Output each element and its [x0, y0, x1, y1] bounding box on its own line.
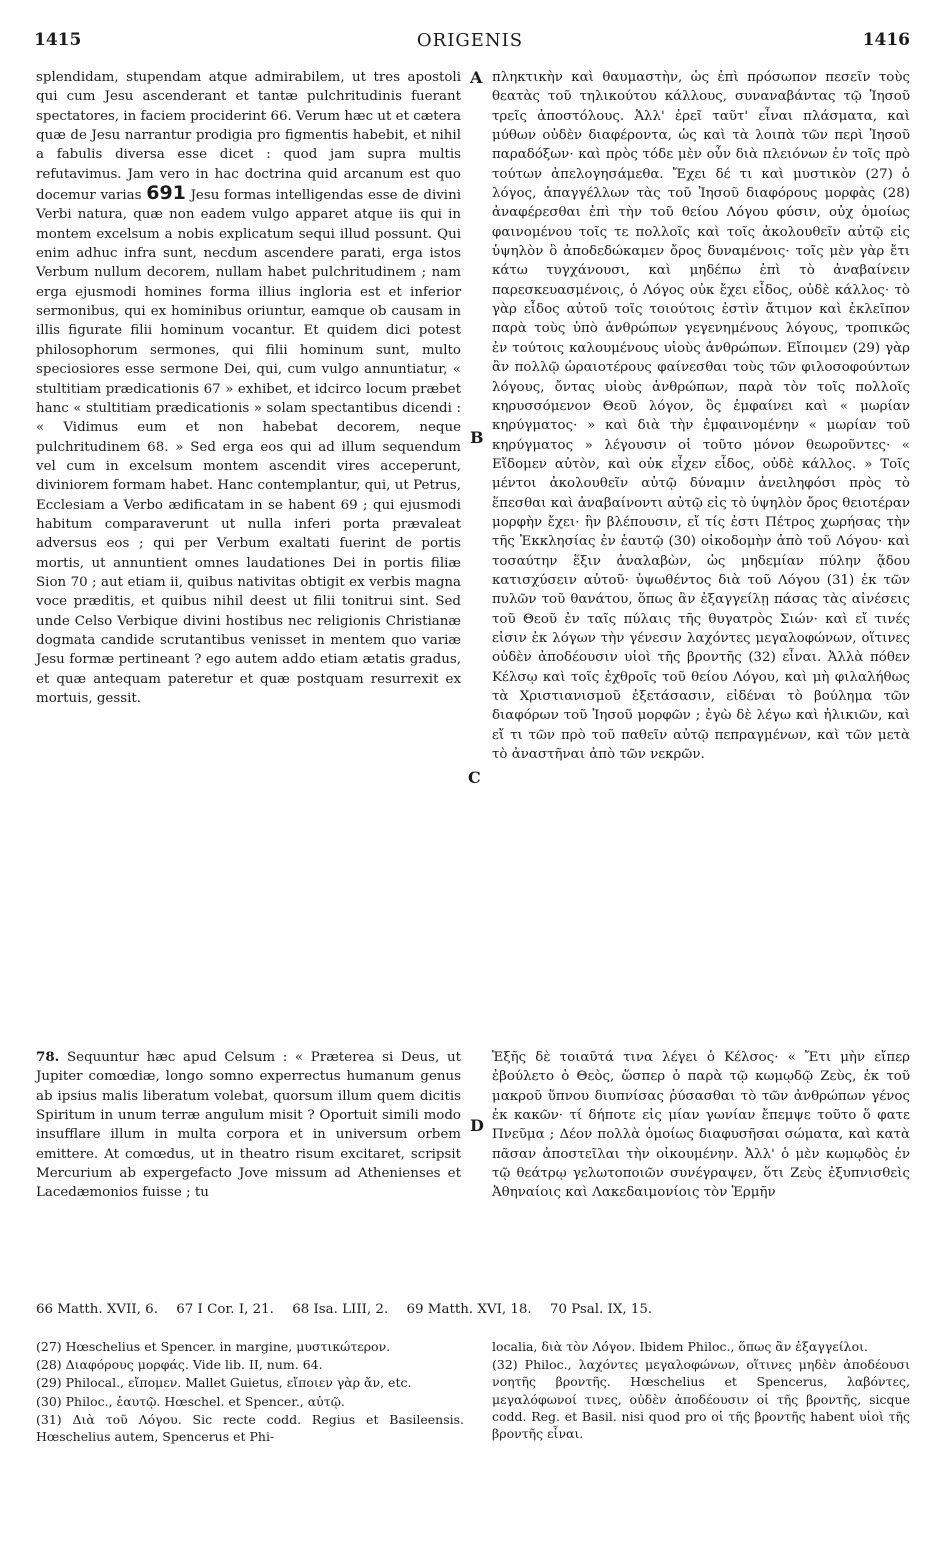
footnotes-right	[492, 1338, 910, 1442]
margin-letter-a: A	[470, 68, 483, 87]
reference-item: 67 I Cor. I, 21.	[176, 1302, 274, 1317]
footnote-item: (29) Philocal., εἴπομεν. Mallet Guietus, εἴποιεν γὰρ ἄν, etc.	[36, 1375, 412, 1391]
latin-text-78: Sequuntur hæc apud Celsum : « Præterea si Deus, ut Jupiter comœdiæ, longo somno experrectus humanum genus ab ipsius malis liberatum volebat, quorsum illum quem dicitis Spiritum in unum terræ angulum misit ? Oportuit simili modo insufflare illum in multa corpora et in universum orbem emittere. At comœdus, ut in theatro risum excitaret, scripsit Mercurium ab expergefacto Jove missum ad Athenienses et Lacedæmonios fuisse ; tu	[36, 1050, 461, 1201]
page-header	[30, 30, 910, 64]
reference-item: 66 Matth. XVII, 6.	[36, 1302, 158, 1317]
greek-paragraph-77: πληκτικὴν καὶ θαυμαστὴν, ὡς ἐπὶ πρόσωπον πεσεῖν τοὺς θεατὰς τοῦ τηλικούτου κάλλους, συναναβάντας τῷ Ἰησοῦ τρεῖς ἀποστόλους. Ἀλλ' ἐρεῖ ταῦτ' εἶναι πλάσματα, καὶ μύθων οὐδὲν διαφέροντα, ὡς καὶ τὰ λοιπὰ τῶν περὶ Ἰησοῦ παραδόξων· καὶ πρὸς τόδε μὲν οὖν διὰ πλειόνων ἐν τοῖς πρὸ τούτων ἀπελογησάμεθα. Ἔχει δέ τι καὶ μυστικὸν (27) ὁ λόγος, ἀπαγγέλλων τὰς τοῦ Ἰησοῦ διαφόρους μορφὰς (28) ἀναφέρεσθαι ἐπὶ τὴν τοῦ θείου Λόγου φύσιν, οὐχ ὁμοίως φαινομένου τοῖς τε πολλοῖς καὶ τοῖς ἀκολουθεῖν αὐτῷ εἰς ὑψηλὸν ὃ ἀποδεδώκαμεν ὄρος δυναμένοις· τοῖς μὲν γὰρ ἔτι κάτω τυγχάνουσι, καὶ μηδέπω ἐπὶ τὸ ἀναβαίνειν παρεσκευασμένοις, ὁ Λόγος οὐκ ἔχει εἶδος, οὐδὲ κάλλος· τὸ γὰρ εἶδος αὐτοῦ τοῖς τοιούτοις ἐστὶν ἄτιμον καὶ ἐκλεῖπον παρὰ τοὺς ὑπὸ ἀνθρώπων γεγενημένους λόγους, τροπικῶς ἐν τούτοις καλουμένους υἱοὺς ἀνθρώπων. Εἴποιμεν (29) γὰρ ἂν πολλῷ ὡραιοτέρους φαίνεσθαι τοὺς τῶν φιλοσοφούντων λόγους, ὄντας υἱοὺς ἀνθρώπων, παρὰ τὸν τοῖς πολλοῖς κηρυσσόμενον Θεοῦ λόγον, ὃς ἐμφαίνει καὶ « μωρίαν κηρύγματος· » καὶ διὰ τὴν ἐμφαινομένην « μωρίαν τοῦ κηρύγματος » λέγουσιν οἱ τοῦτο μόνον θεωροῦντες· « Εἴδομεν αὐτὸν, καὶ οὐκ εἶχεν εἶδος, οὐδὲ κάλλος. » Τοῖς μέντοι ἀκολουθεῖν αὐτῷ δύναμιν ἀνειληφόσι πρὸς τὸ ἕπεσθαι καὶ ἀναβαίνοντι αὐτῷ εἰς τὸ ὑψηλὸν ὄρος θειοτέραν μορφὴν ἔχει· ἣν βλέπουσιν, εἴ τίς ἐστι Πέτρος χωρήσας τὴν τῆς Ἐκκλησίας ἐν ἑαυτῷ (30) οἰκοδομὴν ἀπὸ τοῦ Λόγου· καὶ τοσαύτην ἕξιν ἀναλαβὼν, ὡς μηδεμίαν πύλην ᾅδου κατισχύσειν αὐτοῦ· ὑψωθέντος διὰ τοῦ Λόγου (31) ἐκ τῶν πυλῶν τοῦ θανάτου, ὅπως ἂν ἐξαγγείλῃ πάσας τὰς αἰνέσεις τοῦ Θεοῦ ἐν ταῖς πύλαις τῆς θυγατρὸς Σιών· καὶ εἴ τινές εἰσιν ἐκ λόγων τὴν γένεσιν λαχόντες μεγαλοφώνων, οἵτινες οὐδὲν ἀποδέουσιν υἱοὶ τῆς βροντῆς (32) εἶναι. Ἀλλὰ πόθεν Κέλσῳ καὶ τοῖς ἐχθροῖς τοῦ θείου Λόγου, καὶ μὴ φιλαλήθως τὰ Χριστιανισμοῦ ἐξετάσασιν, εἰδέναι τὸ βούλημα τῶν διαφόρων τοῦ Ἰησοῦ μορφῶν ; ἐγὼ δὲ λέγω καὶ ἡλικιῶν, καὶ εἴ τι τῶν πρὸ τοῦ παθεῖν αὐτῷ πεπραγμένων, καὶ τῶν μετὰ τὸ ἀναστῆναι ἀπὸ τῶν νεκρῶν.	[492, 70, 910, 763]
margin-letter-c: C	[468, 768, 481, 787]
margin-letter-d: D	[470, 1116, 484, 1135]
footnote-item: (27) Hœschelius et Spencer. in margine, μυστικώτερον.	[36, 1339, 391, 1354]
left-column-number: 1415	[34, 30, 82, 50]
running-title: ORIGENIS	[416, 30, 524, 51]
latin-paragraph-77	[36, 68, 461, 708]
reference-item: 70 Psal. IX, 15.	[549, 1302, 653, 1317]
footnote-item: (32) Philoc., λαχόντες μεγαλοφώνων, οἵτινες μηδὲν ἀποδέουσι νοητῆς βροντῆς. Hœschelius et Spencerus, λαβόντες, μεγαλόφωνοί τινες, οὐδὲν ἀποδέουσιν οἱ τῆς βροντῆς, sicque codd. Reg. et Basil. nisi quod pro οἱ τῆς βροντῆς habent υἱοὶ τῆς βροντῆς εἶναι.	[492, 1357, 910, 1442]
greek-paragraph-78: Ἑξῆς δὲ τοιαῦτά τινα λέγει ὁ Κέλσος· « Ἔτι μὴν εἴπερ ἐβούλετο ὁ Θεὸς, ὥσπερ ὁ παρὰ τῷ κωμῳδῷ Ζεὺς, ἐκ τοῦ μακροῦ ὕπνου διυπνίσας ῥύσασθαι τὸ τῶν ἀνθρώπων γένος ἐκ κακῶν· τί δήποτε εἰς μίαν γωνίαν ἔπεμψε τοῦτο ὅ φατε Πνεῦμα ; Δέον πολλὰ ὁμοίως διαφυσῆσαι σώματα, καὶ κατὰ πᾶσαν ἀποστεῖλαι τὴν οἰκουμένην. Ἀλλ' ὁ μὲν κωμῳδὸς ἐν τῷ θεάτρῳ γελωτοποιῶν συνέγραψεν, ὅτι Ζεὺς ἐξυπνισθεὶς Ἀθηναίοις καὶ Λακεδαιμονίοις τὸν Ἑρμῆν	[492, 1050, 910, 1201]
scripture-references	[36, 1302, 916, 1317]
margin-letter-b: B	[470, 428, 484, 447]
greek-column-section-78	[492, 1048, 910, 1203]
inline-column-number: 691	[146, 182, 186, 205]
latin-paragraph-78	[36, 1048, 461, 1203]
latin-text-part1: splendidam, stupendam atque admirabilem, ut tres apostoli qui cum Jesu ascenderant et tantæ pulchritudinis fuerant spectatores, in faciem prociderint 66. Verum hæc ut et cætera quæ de Jesu narrantur prodigia pro figmentis habebit, et nihil a fabulis diversa esse dicet : quod jam supra multis refutavimus. Jam vero in hac doctrina quid arcanum est quo docemur varias	[36, 70, 461, 204]
greek-column	[492, 68, 910, 764]
latin-text-part2: Jesu formas intelligendas esse de divini Verbi natura, quæ non eadem vulgo apparet atque iis qui in montem excelsum a nobis explicatum sequi illud possunt. Qui enim adhuc infra sunt, necdum ascendere parati, erga istos Verbum nullum decorem, nullam habet pulchritudinem ; nam erga ejusmodi homines forma illius ingloria est et inferior sermonibus, qui ex hominibus oriuntur, eamque ob causam in illis figurate filii hominum vocantur. Et quidem dici potest philosophorum sermones, qui filii hominum sunt, multo speciosiores esse sermone Dei, qui, cum vulgo annuntiatur, « stultitiam prædicationis 67 » exhibet, et idcirco locum præbet hanc « stultitiam prædicationis » solam spectantibus dicendi : « Vidimus eum et non habebat decorem, neque pulchritudinem 68. » Sed erga eos qui ad illum sequendum vel cum in excelsum montem ascendit vires acceperunt, diviniorem formam habet. Hanc contemplantur, qui, ut Petrus, Ecclesiam a Verbo ædificatam in se habent 69 ; qui ejusmodi habitum comparaverunt ut nulla inferi porta prævaleat adversus eos ; qui per Verbum exaltati fuerint de portis mortis, ut annuntient omnes laudationes Dei in portis filiæ Sion 70 ; aut etiam ii, quibus nativitas obtigit ex verbis magna voce præditis, et quibus nihil deest ut filii tonitrui sint. Sed unde Celso Verbique divini hostibus nec religionis Christianæ dogmata candide scrutantibus venisset in mentem quo variæ Jesu formæ pertineant ? ego autem addo etiam ætatis gradus, et quæ antequam pateretur et quæ postquam resurrexit ex mortuis, gessit.	[36, 188, 461, 706]
footnote-item: (28) Διαφόρους μορφάς. Vide lib. II, num. 64.	[36, 1357, 323, 1373]
footnote-item: localia, διὰ τὸν Λόγον. Ibidem Philoc., ὅπως ἂν ἐξαγγείλοι.	[492, 1339, 868, 1354]
reference-item: 69 Matth. XVI, 18.	[406, 1302, 532, 1317]
footnotes-left	[36, 1338, 464, 1445]
reference-item: 68 Isa. LIII, 2.	[292, 1302, 389, 1317]
latin-column-section-78	[36, 1048, 461, 1203]
right-column-number: 1416	[862, 30, 910, 50]
latin-column	[36, 68, 461, 708]
footnote-item: (31) Διὰ τοῦ Λόγου. Sic recte codd. Regius et Basileensis. Hœschelius autem, Spencerus et Phi-	[36, 1411, 464, 1445]
section-number: 78.	[36, 1049, 60, 1065]
footnote-item: (30) Philoc., ἑαυτῷ. Hœschel. et Spencer., αὐτῷ.	[36, 1393, 345, 1409]
